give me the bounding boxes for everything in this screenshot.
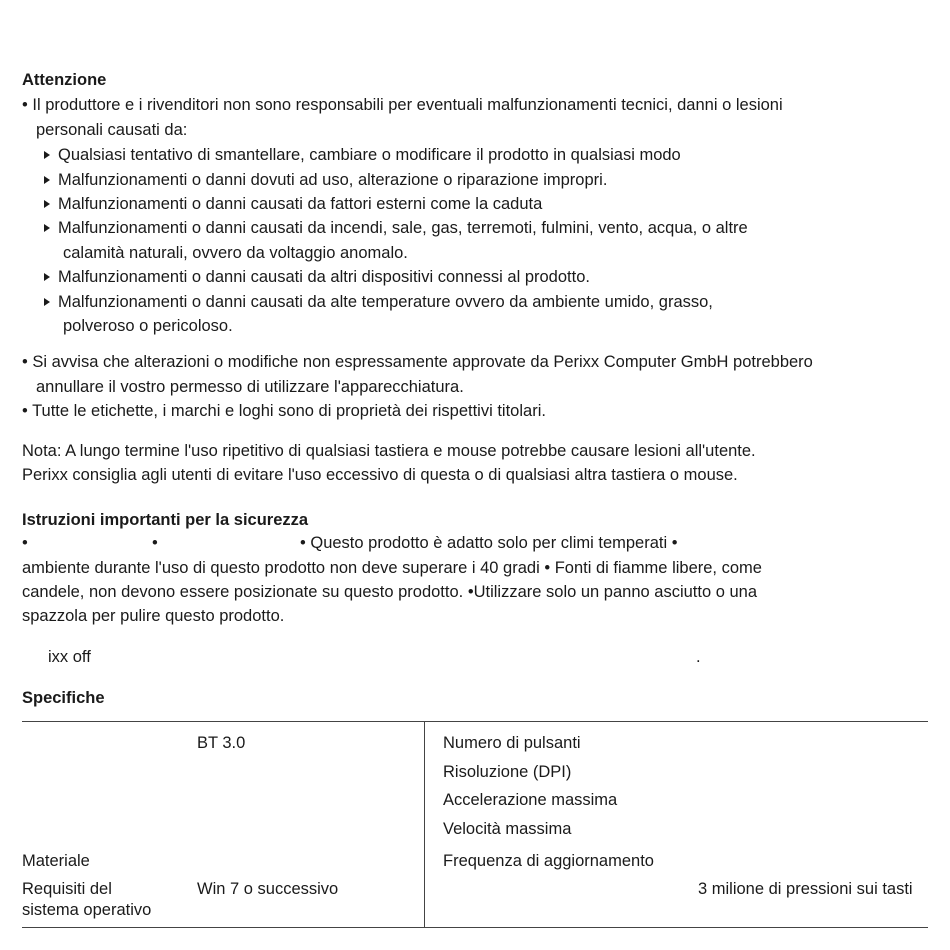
list-item: Malfunzionamenti o danni causati da alte temperature ovvero da ambiente umido, grasso,	[44, 290, 713, 314]
spec-label: sistema operativo	[22, 901, 152, 919]
spec-label: Frequenza di aggiornamento	[443, 852, 654, 870]
triangle-bullet-icon	[44, 151, 50, 159]
spec-label: Requisiti del	[22, 880, 112, 898]
safety-bullet: •	[22, 534, 28, 552]
trademarks-text: • Tutte le etichette, i marchi e loghi sono di proprietà dei rispettivi titolari.	[22, 402, 546, 420]
table-top-rule	[22, 721, 928, 722]
safety-line: ambiente durante l'uso di questo prodotto non deve superare i 40 gradi • Fonti di fiamme libere, come	[22, 559, 762, 577]
safety-line: spazzola per pulire questo prodotto.	[22, 607, 285, 625]
list-item: Qualsiasi tentativo di smantellare, cambiare o modificare il prodotto in qualsiasi modo	[44, 143, 681, 167]
spec-label: Numero di pulsanti	[443, 734, 581, 752]
list-item-cont: calamità naturali, ovvero da voltaggio anomalo.	[63, 244, 408, 262]
spec-label: Risoluzione (DPI)	[443, 763, 572, 781]
triangle-bullet-icon	[44, 176, 50, 184]
triangle-bullet-icon	[44, 298, 50, 306]
table-bottom-rule	[22, 927, 928, 928]
list-item: Malfunzionamenti o danni causati da fattori esterni come la caduta	[44, 192, 542, 216]
triangle-bullet-icon	[44, 273, 50, 281]
safety-bullet: •	[152, 534, 158, 552]
safety-line: candele, non devono essere posizionate su questo prodotto. •Utilizzare solo un panno asciutto o una	[22, 583, 758, 601]
note-line: Nota: A lungo termine l'uso ripetitivo di qualsiasi tastiera e mouse potrebbe causare lesioni all'utente.	[22, 442, 756, 460]
specs-heading: Specifiche	[22, 689, 105, 707]
attention-heading: Attenzione	[22, 71, 107, 89]
notice-text: • Si avvisa che alterazioni o modifiche non espressamente approvate da Perixx Computer GmbH potrebbero	[22, 353, 813, 371]
fragment-dot: .	[696, 648, 701, 666]
spec-keypress-value: 3 milione di pressioni sui tasti	[698, 880, 913, 898]
safety-line: • Questo prodotto è adatto solo per climi temperati •	[300, 534, 678, 552]
safety-heading: Istruzioni importanti per la sicurezza	[22, 511, 309, 529]
notice-text-cont: annullare il vostro permesso di utilizzare l'apparecchiatura.	[36, 378, 464, 396]
list-item: Malfunzionamenti o danni dovuti ad uso, alterazione o riparazione impropri.	[44, 168, 607, 192]
spec-label: Materiale	[22, 852, 90, 870]
attention-intro-cont: personali causati da:	[36, 121, 188, 139]
note-line: Perixx consiglia agli utenti di evitare l'uso eccessivo di questa o di qualsiasi altra tastiera o mouse.	[22, 466, 738, 484]
triangle-bullet-icon	[44, 224, 50, 232]
attention-intro: • Il produttore e i rivenditori non sono responsabili per eventuali malfunzionamenti tecnici, danni o lesioni	[22, 96, 783, 114]
list-item: Malfunzionamenti o danni causati da altri dispositivi connessi al prodotto.	[44, 265, 590, 289]
table-divider	[424, 721, 425, 927]
spec-os-value: Win 7 o successivo	[197, 880, 339, 898]
list-item-cont: polveroso o pericoloso.	[63, 317, 233, 335]
list-item: Malfunzionamenti o danni causati da incendi, sale, gas, terremoti, fulmini, vento, acqua, o altre	[44, 216, 748, 240]
triangle-bullet-icon	[44, 200, 50, 208]
spec-label: Velocità massima	[443, 820, 572, 838]
spec-label: Accelerazione massima	[443, 791, 618, 809]
spec-bt-value: BT 3.0	[197, 734, 246, 752]
fragment-text: ixx off	[48, 648, 91, 666]
